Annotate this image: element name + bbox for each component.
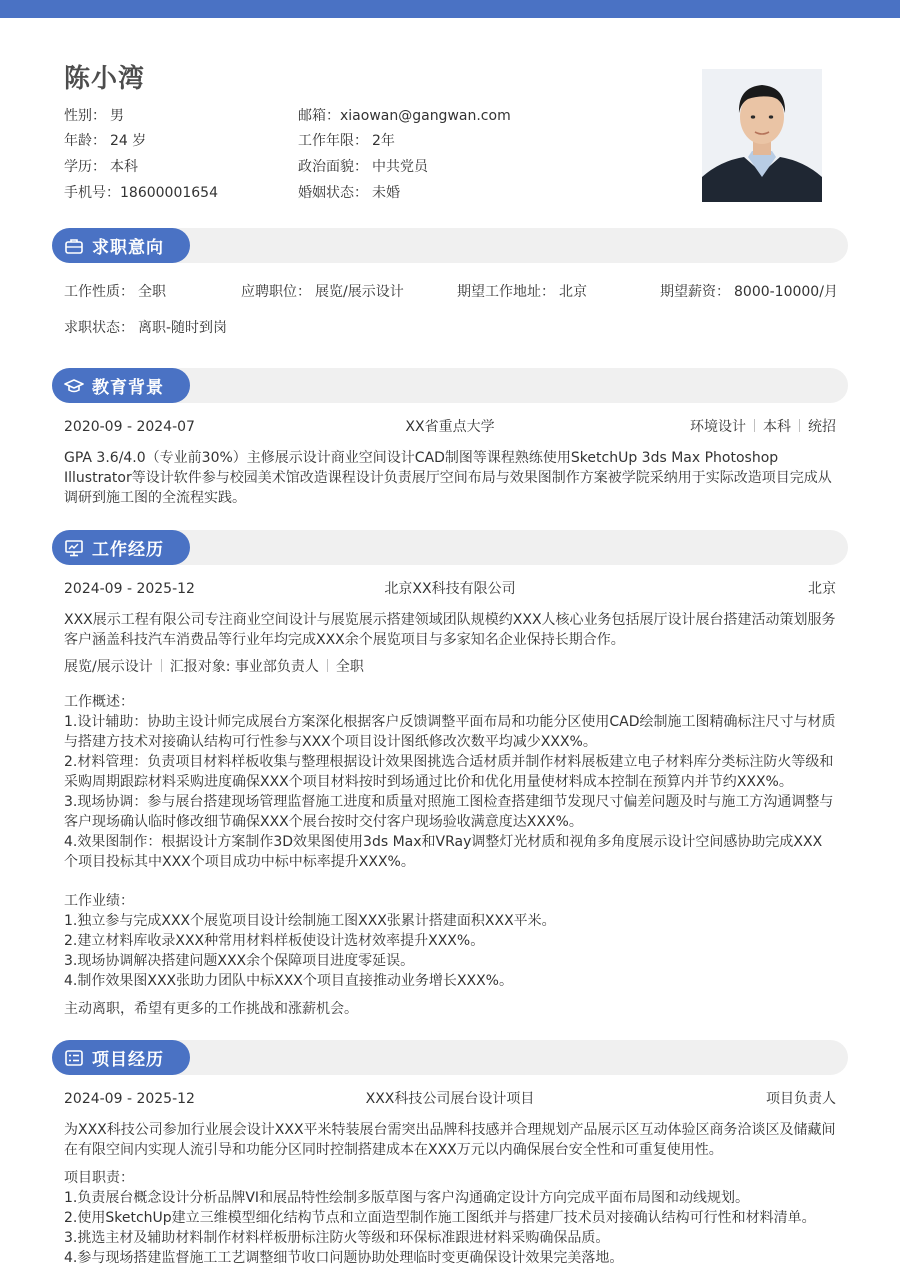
work-company-description: XXX展示工程有限公司专注商业空间设计与展览展示搭建领域团队规模约XXX人核心业务包括展厅设计展台搭建活动策划服务客户涵盖科技汽车消费品等行业年均完成XXX余个展览项目与多家知名企业保持长期合作。: [64, 612, 836, 648]
intent-location: 期望工作地址： 北京: [457, 284, 587, 300]
project-duty-item: 3.挑选主材及辅助材料制作材料样板册标注防火等级和环保标准跟进材料采购确保品质。: [64, 1230, 610, 1246]
project-duty-item: 4.参与现场搭建监督施工工艺调整细节收口问题协助处理临时变更确保设计效果完美落地。: [64, 1250, 624, 1266]
work-overview-item: 4.效果图制作：根据设计方案制作3D效果图使用3ds Max和VRay调整灯光材质和视角多角度展示设计空间感协助完成XXX个项目投标其中XXX个项目成功中标中标率提升XXX%。: [64, 834, 823, 870]
work-achievement-item: 4.制作效果图XXX张助力团队中标XXX个项目直接推动业务增长XXX%。: [64, 973, 513, 989]
presentation-icon: [64, 538, 84, 558]
project-period: 2024-09 - 2025-12: [64, 1091, 195, 1107]
section-title-intent: 求职意向: [92, 238, 164, 258]
work-achievement-item: 2.建立材料库收录XXX种常用材料样板使设计选材效率提升XXX%。: [64, 933, 485, 949]
work-company: 北京XX科技有限公司: [384, 581, 516, 597]
work-achievements: [64, 891, 836, 991]
project-description: 为XXX科技公司参加行业展会设计XXX平米特装展台需突出品牌科技感并合理规划产品展示区互动体验区商务洽谈区及储藏间在有限空间内实现人流引导和功能分区同时控制搭建成本在XXX万元以内确保展台安全性和可重复使用性。: [64, 1122, 836, 1158]
project-name: XXX科技公司展台设计项目: [365, 1091, 535, 1107]
info-email: 邮箱：xiaowan@gangwan.com: [298, 108, 511, 124]
section-header-work: [52, 530, 848, 565]
section-title-work: 工作经历: [92, 540, 164, 560]
work-achievements-title: 工作业绩：: [64, 893, 134, 909]
work-row: [64, 579, 836, 599]
info-gender: 性别： 男: [64, 108, 124, 124]
section-title-project: 项目经历: [92, 1050, 164, 1070]
graduation-cap-icon: [64, 376, 84, 396]
info-age: 年龄： 24 岁: [64, 133, 147, 149]
section-header-project: [52, 1040, 848, 1075]
education-row: [64, 417, 836, 437]
work-overview-item: 3.现场协调：参与展台搭建现场管理监督施工进度和质量对照施工图检查搭建细节发现尺寸偏差问题及时与施工方沟通调整与客户现场确认临时修改细节确保XXX个展台按时交付客户现场验收满意度达XXX%。: [64, 794, 834, 830]
project-duty-item: 1.负责展台概念设计分析品牌VI和展品特性绘制多版草图与客户沟通确定设计方向完成平面布局图和动线规划。: [64, 1190, 750, 1206]
work-tags: 展览/展示设计 汇报对象: 事业部负责人 全职: [64, 659, 364, 675]
info-phone: 手机号：18600001654: [64, 185, 218, 201]
section-title-education: 教育背景: [92, 378, 164, 398]
briefcase-icon: [64, 236, 84, 256]
section-header-education: [52, 368, 848, 403]
intent-type: 工作性质： 全职: [64, 284, 166, 300]
section-header-intent: [52, 228, 848, 263]
intent-position: 应聘职位： 展览/展示设计: [241, 284, 404, 300]
candidate-name: 陈小湾: [64, 64, 146, 94]
work-achievement-item: 3.现场协调解决搭建问题XXX余个保障项目进度零延误。: [64, 953, 415, 969]
work-overview-item: 1.设计辅助：协助主设计师完成展台方案深化根据客户反馈调整平面布局和功能分区使用CAD绘制施工图精确标注尺寸与材质与搭建方技术对接确认结构可行性参与XXX个项目设计图纸修改次数平均减少XXX%。: [64, 714, 836, 750]
work-period: 2024-09 - 2025-12: [64, 581, 195, 597]
info-years: 工作年限： 2年: [298, 133, 395, 149]
work-achievement-item: 1.独立参与完成XXX个展览项目设计绘制施工图XXX张累计搭建面积XXX平米。: [64, 913, 556, 929]
profile-photo: [702, 69, 822, 202]
intent-salary: 期望薪资： 8000-10000/月: [660, 284, 838, 300]
top-accent-bar: [0, 0, 900, 18]
project-duty-item: 2.使用SketchUp建立三维模型细化结构节点和立面造型制作施工图纸并与搭建厂技术员对接确认结构可行性和材料清单。: [64, 1210, 816, 1226]
project-role: 项目负责人: [766, 1091, 836, 1107]
work-overview-item: 2.材料管理：负责项目材料样板收集与整理根据设计效果图挑选合适材质并制作材料展板建立电子材料库分类标注防火等级和采购周期跟踪材料采购进度确保XXX个项目材料按时到场通过比价和优化用量使材料成本控制在预算内并节约XXX%。: [64, 754, 834, 790]
work-city: 北京: [808, 581, 836, 597]
education-meta: 环境设计 本科 统招: [690, 419, 836, 435]
info-education: 学历： 本科: [64, 159, 138, 175]
project-row: [64, 1089, 836, 1109]
education-school: XX省重点大学: [405, 419, 495, 435]
work-overview-title: 工作概述：: [64, 694, 134, 710]
project-duties: [64, 1168, 836, 1268]
info-politics: 政治面貌： 中共党员: [298, 159, 428, 175]
education-description: GPA 3.6/4.0（专业前30%）主修展示设计商业空间设计CAD制图等课程熟练使用SketchUp 3ds Max Photoshop Illustrator等设计软件参与校园美术馆改造课程设计负责展厅空间布局与效果图制作方案被学院采纳用于实际改造项目完成从调研到施工图的全流程实践。: [64, 450, 832, 506]
list-icon: [64, 1048, 84, 1068]
education-period: 2020-09 - 2024-07: [64, 419, 195, 435]
info-marital: 婚姻状态： 未婚: [298, 185, 400, 201]
work-overview: [64, 692, 836, 872]
intent-status: 求职状态： 离职-随时到岗: [64, 320, 228, 336]
project-duties-title: 项目职责：: [64, 1170, 134, 1186]
work-leave-reason: 主动离职，希望有更多的工作挑战和涨薪机会。: [64, 1001, 358, 1017]
